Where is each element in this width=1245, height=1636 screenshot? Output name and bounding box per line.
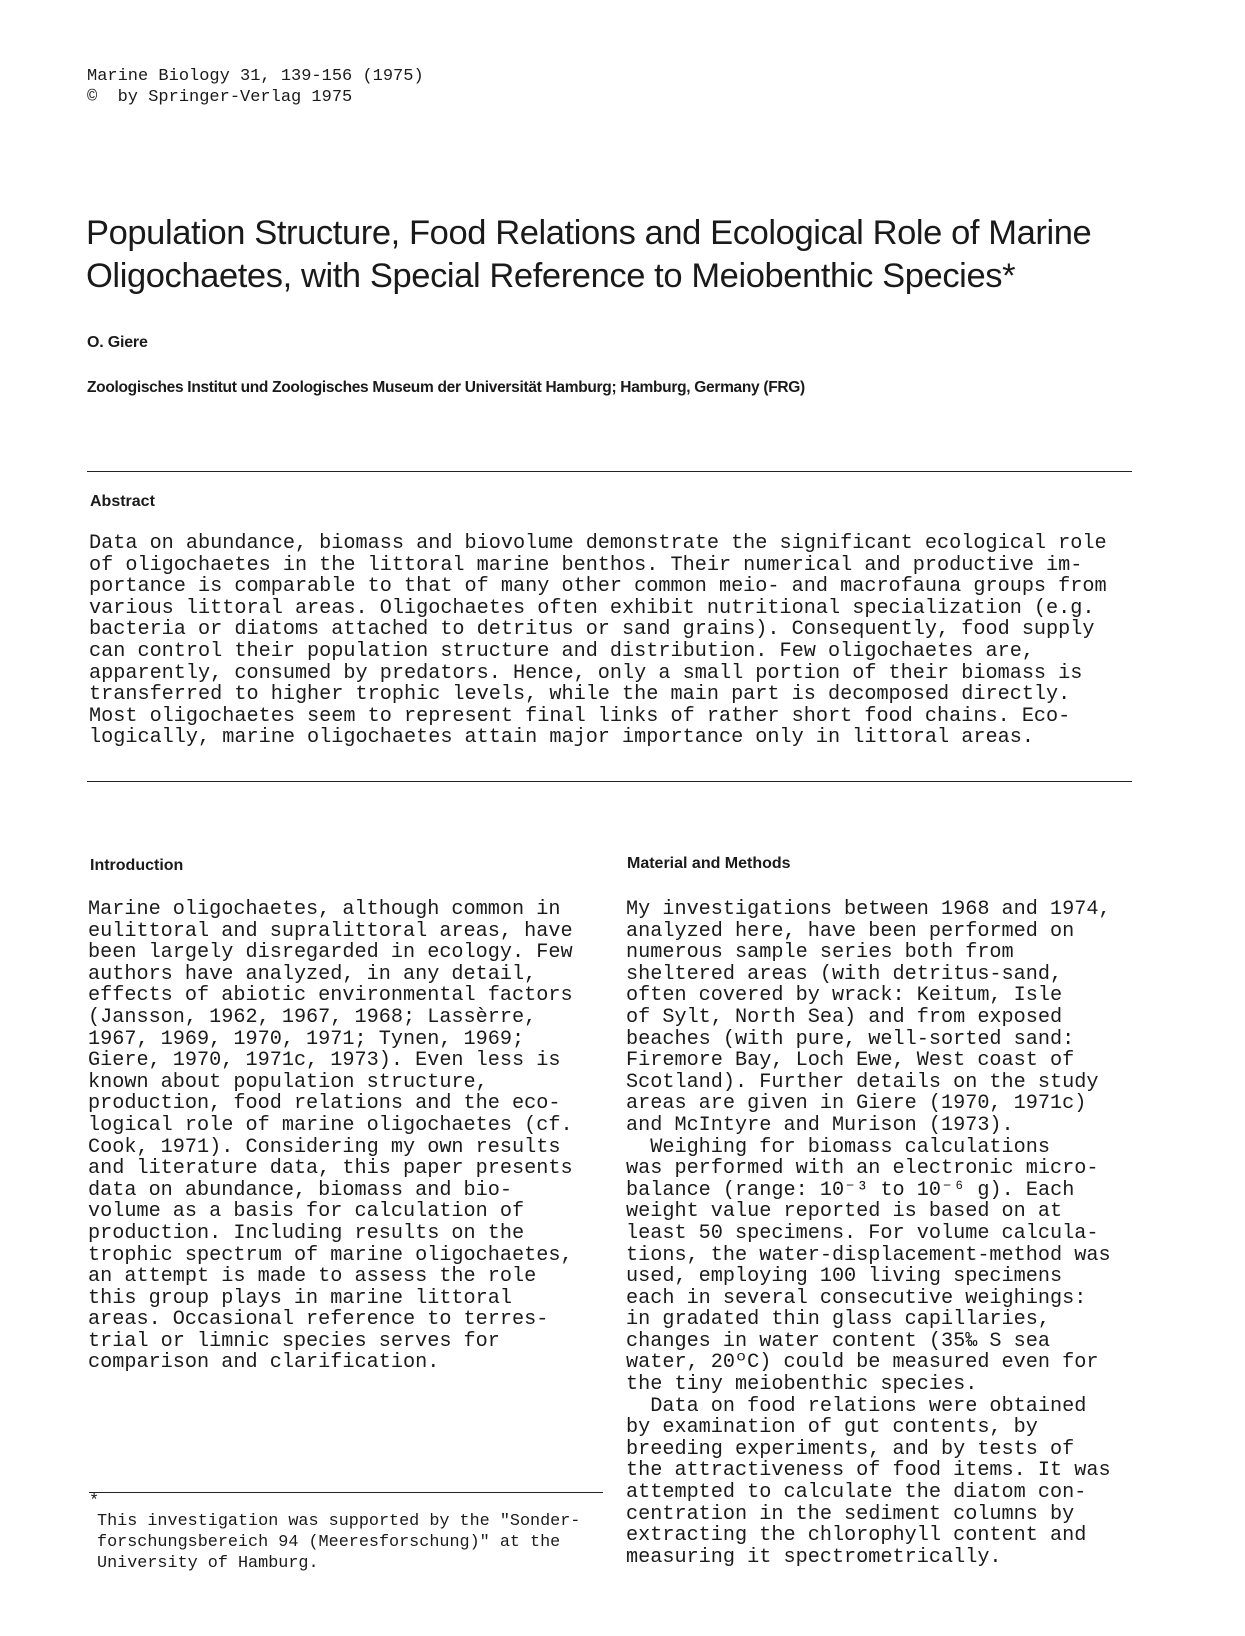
title-line: Population Structure, Food Relations and Ecological Role of Marine — [86, 214, 1092, 252]
methods-line: the tiny meiobenthic species. — [626, 1373, 978, 1397]
introduction-line: areas. Occasional reference to terres- — [88, 1308, 549, 1332]
abstract-line: various littoral areas. Oligochaetes often exhibit nutritional specialization (e.g. — [89, 596, 1095, 620]
introduction-line: effects of abiotic environmental factors — [88, 984, 573, 1008]
methods-line: extracting the chlorophyll content and — [626, 1524, 1087, 1548]
methods-line: beaches (with pure, well-sorted sand: — [626, 1027, 1075, 1051]
methods-line: by examination of gut contents, by — [626, 1416, 1038, 1440]
introduction-line: volume as a basis for calculation of — [88, 1200, 525, 1224]
introduction-body — [88, 899, 573, 1374]
abstract-line: Most oligochaetes seem to represent final links of rather short food chains. Eco- — [89, 704, 1071, 728]
introduction-line: and literature data, this paper presents — [88, 1157, 573, 1181]
introduction-line: (Jansson, 1962, 1967, 1968; Lassèrre, — [88, 1005, 537, 1029]
author-affiliation: Zoologisches Institut und Zoologisches Museum der Universität Hamburg; Hamburg, Germany (FRG) — [87, 379, 805, 396]
methods-line: analyzed here, have been performed on — [626, 919, 1075, 943]
methods-line: used, employing 100 living specimens — [626, 1265, 1063, 1289]
introduction-line: data on abundance, biomass and bio- — [88, 1178, 513, 1202]
introduction-line: known about population structure, — [88, 1070, 488, 1094]
introduction-line: authors have analyzed, in any detail, — [88, 962, 537, 986]
abstract-line: can control their population structure and distribution. Few oligochaetes are, — [89, 639, 1034, 663]
methods-line: of Sylt, North Sea) and from exposed — [626, 1005, 1063, 1029]
methods-line: was performed with an electronic micro- — [626, 1157, 1099, 1181]
introduction-line: production, food relations and the eco- — [88, 1092, 561, 1116]
author-name: O. Giere — [87, 334, 148, 351]
methods-line: in gradated thin glass capillaries, — [626, 1308, 1051, 1332]
footnote-line: This investigation was supported by the "Sonder- — [97, 1512, 581, 1531]
introduction-line: eulittoral and supralittoral areas, have — [88, 919, 573, 943]
introduction-line: logical role of marine oligochaetes (cf. — [88, 1113, 573, 1137]
abstract-line: of oligochaetes in the littoral marine benthos. Their numerical and productive im- — [89, 553, 1083, 577]
journal-citation: Marine Biology 31, 139-156 (1975) — [87, 67, 424, 86]
methods-line: areas are given in Giere (1970, 1971c) — [626, 1092, 1087, 1116]
methods-line: water, 20ºC) could be measured even for — [626, 1351, 1099, 1375]
methods-line: each in several consecutive weighings: — [626, 1286, 1087, 1310]
introduction-line: an attempt is made to assess the role — [88, 1265, 537, 1289]
abstract-line: logically, marine oligochaetes attain major importance only in littoral areas. — [89, 726, 1034, 750]
footnote-line: forschungsbereich 94 (Meeresforschung)" at the — [97, 1533, 561, 1552]
paper-title — [86, 212, 1206, 298]
introduction-line: Marine oligochaetes, although common in — [88, 898, 561, 921]
methods-line: Scotland). Further details on the study — [626, 1070, 1099, 1094]
methods-line: balance (range: 10⁻³ to 10⁻⁶ g). Each — [626, 1178, 1075, 1202]
introduction-line: production. Including results on the — [88, 1221, 525, 1245]
abstract-top-rule — [87, 471, 1132, 472]
introduction-line: trophic spectrum of marine oligochaetes, — [88, 1243, 573, 1267]
methods-line: changes in water content (35‰ S sea — [626, 1329, 1051, 1353]
methods-line: breeding experiments, and by tests of — [626, 1437, 1075, 1461]
methods-line: the attractiveness of food items. It was — [626, 1459, 1111, 1483]
introduction-line: Giere, 1970, 1971c, 1973). Even less is — [88, 1049, 561, 1073]
methods-line: Data on food relations were obtained — [626, 1394, 1087, 1418]
abstract-heading: Abstract — [90, 493, 155, 510]
footnote-line: University of Hamburg. — [97, 1554, 319, 1573]
methods-line: often covered by wrack: Keitum, Isle — [626, 984, 1063, 1008]
methods-line: centration in the sediment columns by — [626, 1502, 1075, 1526]
introduction-line: this group plays in marine littoral — [88, 1286, 513, 1310]
methods-line: weight value reported is based on at — [626, 1200, 1063, 1224]
abstract-line: portance is comparable to that of many other common meio- and macrofauna groups from — [89, 575, 1107, 599]
methods-line: and McIntyre and Murison (1973). — [626, 1113, 1014, 1137]
journal-header — [87, 66, 424, 108]
methods-line: Firemore Bay, Loch Ewe, West coast of — [626, 1049, 1075, 1073]
methods-line: tions, the water-displacement-method was — [626, 1243, 1111, 1267]
abstract-line: transferred to higher trophic levels, while the main part is decomposed directly. — [89, 683, 1071, 707]
footnote-rule — [89, 1492, 603, 1493]
methods-line: Weighing for biomass calculations — [626, 1135, 1051, 1159]
abstract-line: apparently, consumed by predators. Hence, only a small portion of their biomass is — [89, 661, 1083, 685]
copyright-line: © by Springer-Verlag 1975 — [87, 88, 353, 107]
footnote-marker: * — [89, 1492, 100, 1511]
introduction-line: trial or limnic species serves for — [88, 1329, 500, 1353]
introduction-line: 1967, 1969, 1970, 1971; Tynen, 1969; — [88, 1027, 525, 1051]
introduction-line: comparison and clarification. — [88, 1351, 440, 1375]
abstract-line: bacteria or diatoms attached to detritus or sand grains). Consequently, food supply — [89, 618, 1095, 642]
footnote — [97, 1511, 580, 1574]
methods-line: My investigations between 1968 and 1974, — [626, 898, 1111, 921]
title-line: Oligochaetes, with Special Reference to Meiobenthic Species* — [86, 257, 1016, 295]
methods-heading: Material and Methods — [627, 855, 791, 872]
methods-line: least 50 specimens. For volume calcula- — [626, 1221, 1099, 1245]
methods-line: attempted to calculate the diatom con- — [626, 1481, 1087, 1505]
introduction-line: Cook, 1971). Considering my own results — [88, 1135, 561, 1159]
methods-line: sheltered areas (with detritus-sand, — [626, 962, 1063, 986]
abstract-line: Data on abundance, biomass and biovolume demonstrate the significant ecological role — [89, 532, 1107, 555]
methods-body — [626, 899, 1111, 1568]
abstract-body — [89, 533, 1107, 749]
introduction-heading: Introduction — [90, 857, 184, 874]
methods-line: measuring it spectrometrically. — [626, 1545, 1002, 1569]
methods-line: numerous sample series both from — [626, 941, 1014, 965]
abstract-bottom-rule — [87, 781, 1132, 782]
introduction-line: been largely disregarded in ecology. Few — [88, 941, 573, 965]
